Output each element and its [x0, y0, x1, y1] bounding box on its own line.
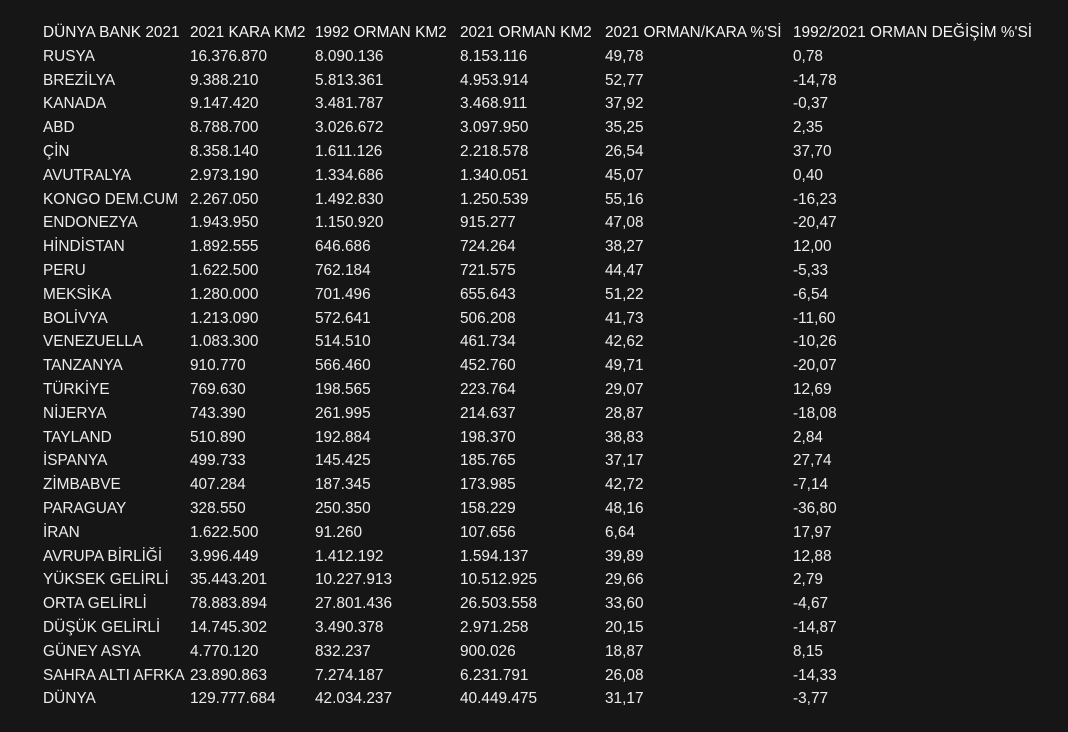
cell-land-2021: 1.213.090: [190, 309, 259, 327]
cell-forest-change: 12,00: [793, 238, 832, 256]
cell-land-2021: 9.388.210: [190, 71, 259, 89]
cell-forest-1992: 10.227.913: [315, 571, 393, 589]
cell-forest-land-ratio: 33,60: [605, 595, 644, 613]
cell-forest-land-ratio: 44,47: [605, 261, 644, 279]
cell-forest-land-ratio: 42,72: [605, 476, 644, 494]
table-row: [43, 259, 1033, 283]
cell-land-2021: 1.622.500: [190, 523, 259, 541]
cell-forest-1992: 187.345: [315, 476, 371, 494]
cell-country: İSPANYA: [43, 452, 108, 470]
table-row: [43, 521, 1033, 545]
table-row: [43, 449, 1033, 473]
cell-forest-land-ratio: 38,27: [605, 238, 644, 256]
cell-forest-change: -7,14: [793, 476, 829, 494]
cell-land-2021: 1.280.000: [190, 285, 259, 303]
table-row: [43, 616, 1033, 640]
table-row: [43, 45, 1033, 69]
cell-forest-land-ratio: 29,66: [605, 571, 644, 589]
header-forest-1992: 1992 ORMAN KM2: [315, 24, 447, 41]
cell-forest-change: 0,40: [793, 166, 823, 184]
cell-forest-1992: 42.034.237: [315, 690, 393, 708]
cell-forest-change: 8,15: [793, 642, 823, 660]
cell-forest-change: 37,70: [793, 142, 832, 160]
cell-forest-2021: 26.503.558: [460, 595, 538, 613]
cell-land-2021: 16.376.870: [190, 47, 268, 65]
cell-country: HİNDİSTAN: [43, 238, 125, 256]
cell-forest-change: -14,78: [793, 71, 837, 89]
cell-land-2021: 9.147.420: [190, 95, 259, 113]
cell-forest-2021: 107.656: [460, 523, 516, 541]
cell-forest-1992: 261.995: [315, 404, 371, 422]
cell-country: VENEZUELLA: [43, 333, 144, 351]
cell-forest-2021: 1.250.539: [460, 190, 529, 208]
header-country: DÜNYA BANK 2021: [43, 24, 180, 41]
cell-country: RUSYA: [43, 47, 95, 65]
cell-forest-change: -36,80: [793, 499, 837, 517]
cell-forest-change: 12,88: [793, 547, 832, 565]
cell-forest-land-ratio: 37,17: [605, 452, 644, 470]
cell-forest-change: 12,69: [793, 380, 832, 398]
cell-forest-1992: 1.492.830: [315, 190, 384, 208]
table-row: [43, 592, 1033, 616]
cell-country: ENDONEZYA: [43, 214, 138, 232]
cell-forest-1992: 3.481.787: [315, 95, 384, 113]
cell-forest-1992: 8.090.136: [315, 47, 384, 65]
table-row: [43, 140, 1033, 164]
cell-country: AVUTRALYA: [43, 166, 132, 184]
table-row: [43, 116, 1033, 140]
cell-forest-change: 2,84: [793, 428, 823, 446]
cell-forest-2021: 185.765: [460, 452, 516, 470]
cell-forest-1992: 762.184: [315, 261, 371, 279]
cell-land-2021: 4.770.120: [190, 642, 259, 660]
cell-forest-land-ratio: 38,83: [605, 428, 644, 446]
cell-forest-land-ratio: 29,07: [605, 380, 644, 398]
cell-forest-1992: 1.150.920: [315, 214, 384, 232]
cell-land-2021: 769.630: [190, 380, 246, 398]
cell-forest-2021: 173.985: [460, 476, 516, 494]
header-forest-change: 1992/2021 ORMAN DEĞİŞİM %'Sİ: [793, 24, 1033, 41]
cell-forest-1992: 27.801.436: [315, 595, 393, 613]
cell-forest-1992: 198.565: [315, 380, 371, 398]
cell-forest-land-ratio: 37,92: [605, 95, 644, 113]
cell-forest-land-ratio: 28,87: [605, 404, 644, 422]
cell-country: AVRUPA BİRLİĞİ: [43, 547, 163, 565]
table-row: [43, 497, 1033, 521]
cell-land-2021: 743.390: [190, 404, 246, 422]
cell-land-2021: 8.788.700: [190, 119, 259, 137]
cell-country: BREZİLYA: [43, 71, 116, 89]
cell-forest-land-ratio: 20,15: [605, 618, 644, 636]
forest-area-table: [43, 21, 1033, 711]
header-land-2021: 2021 KARA KM2: [190, 24, 306, 41]
cell-forest-2021: 724.264: [460, 238, 516, 256]
cell-forest-1992: 145.425: [315, 452, 371, 470]
cell-country: YÜKSEK GELİRLİ: [43, 571, 169, 589]
cell-forest-change: -20,07: [793, 357, 837, 375]
cell-land-2021: 1.943.950: [190, 214, 259, 232]
cell-land-2021: 510.890: [190, 428, 246, 446]
table-row: [43, 426, 1033, 450]
cell-forest-1992: 3.490.378: [315, 618, 384, 636]
cell-country: PERU: [43, 261, 86, 279]
cell-forest-land-ratio: 48,16: [605, 499, 644, 517]
cell-forest-change: 0,78: [793, 47, 823, 65]
cell-forest-1992: 1.334.686: [315, 166, 384, 184]
cell-land-2021: 14.745.302: [190, 618, 268, 636]
cell-forest-change: 2,35: [793, 119, 823, 137]
table-row: [43, 473, 1033, 497]
cell-forest-change: 2,79: [793, 571, 823, 589]
cell-forest-land-ratio: 35,25: [605, 119, 644, 137]
cell-country: SAHRA ALTI AFRKA: [43, 666, 185, 684]
cell-forest-land-ratio: 47,08: [605, 214, 644, 232]
header-row: [43, 21, 1033, 45]
cell-country: ÇİN: [43, 142, 70, 160]
cell-forest-2021: 6.231.791: [460, 666, 529, 684]
table-row: [43, 354, 1033, 378]
cell-land-2021: 23.890.863: [190, 666, 268, 684]
cell-forest-land-ratio: 51,22: [605, 285, 644, 303]
cell-forest-land-ratio: 49,71: [605, 357, 644, 375]
table-row: [43, 188, 1033, 212]
cell-country: KONGO DEM.CUM: [43, 190, 179, 208]
cell-land-2021: 1.892.555: [190, 238, 259, 256]
cell-country: ZİMBABVE: [43, 476, 121, 494]
cell-country: TAYLAND: [43, 428, 112, 446]
cell-land-2021: 2.267.050: [190, 190, 259, 208]
cell-forest-2021: 3.097.950: [460, 119, 529, 137]
cell-forest-2021: 8.153.116: [460, 47, 528, 65]
cell-country: PARAGUAY: [43, 499, 127, 517]
forest-data-sheet: [43, 21, 1033, 711]
cell-forest-land-ratio: 45,07: [605, 166, 644, 184]
table-row: [43, 402, 1033, 426]
cell-land-2021: 129.777.684: [190, 690, 276, 708]
cell-forest-1992: 192.884: [315, 428, 371, 446]
cell-forest-2021: 3.468.911: [460, 95, 528, 113]
cell-forest-change: -18,08: [793, 404, 837, 422]
cell-forest-2021: 198.370: [460, 428, 516, 446]
cell-forest-land-ratio: 55,16: [605, 190, 644, 208]
cell-forest-1992: 832.237: [315, 642, 371, 660]
cell-forest-1992: 250.350: [315, 499, 371, 517]
cell-forest-land-ratio: 52,77: [605, 71, 644, 89]
cell-land-2021: 910.770: [190, 357, 246, 375]
cell-forest-land-ratio: 18,87: [605, 642, 644, 660]
cell-country: ABD: [43, 119, 75, 137]
cell-forest-1992: 7.274.187: [315, 666, 384, 684]
cell-country: İRAN: [43, 523, 80, 541]
cell-forest-land-ratio: 31,17: [605, 690, 644, 708]
cell-forest-2021: 655.643: [460, 285, 516, 303]
table-row: [43, 164, 1033, 188]
table-row: [43, 568, 1033, 592]
cell-forest-change: -16,23: [793, 190, 837, 208]
cell-forest-2021: 40.449.475: [460, 690, 538, 708]
table-header: [43, 21, 1033, 45]
cell-forest-2021: 158.229: [460, 499, 516, 517]
cell-forest-1992: 91.260: [315, 523, 363, 541]
cell-forest-change: 27,74: [793, 452, 832, 470]
cell-country: NİJERYA: [43, 404, 107, 422]
table-row: [43, 378, 1033, 402]
cell-country: GÜNEY ASYA: [43, 642, 141, 660]
cell-forest-change: -20,47: [793, 214, 837, 232]
cell-forest-1992: 514.510: [315, 333, 371, 351]
cell-country: DÜŞÜK GELİRLİ: [43, 618, 161, 636]
cell-land-2021: 1.083.300: [190, 333, 259, 351]
cell-country: DÜNYA: [43, 690, 96, 708]
cell-forest-1992: 1.611.126: [315, 142, 383, 160]
cell-land-2021: 407.284: [190, 476, 246, 494]
cell-forest-2021: 223.764: [460, 380, 516, 398]
table-row: [43, 92, 1033, 116]
cell-forest-2021: 506.208: [460, 309, 516, 327]
cell-land-2021: 1.622.500: [190, 261, 259, 279]
cell-forest-2021: 10.512.925: [460, 571, 538, 589]
cell-forest-change: -10,26: [793, 333, 837, 351]
cell-land-2021: 3.996.449: [190, 547, 259, 565]
cell-forest-change: -4,67: [793, 595, 829, 613]
table-row: [43, 545, 1033, 569]
cell-forest-change: -11,60: [793, 309, 836, 327]
cell-forest-2021: 1.594.137: [460, 547, 529, 565]
cell-forest-1992: 572.641: [315, 309, 371, 327]
table-row: [43, 235, 1033, 259]
cell-forest-change: -6,54: [793, 285, 829, 303]
table-row: [43, 640, 1033, 664]
cell-forest-2021: 915.277: [460, 214, 516, 232]
cell-country: TANZANYA: [43, 357, 123, 375]
table-row: [43, 211, 1033, 235]
cell-forest-2021: 721.575: [460, 261, 516, 279]
cell-forest-change: -3,77: [793, 690, 829, 708]
cell-forest-land-ratio: 26,08: [605, 666, 644, 684]
cell-forest-change: 17,97: [793, 523, 832, 541]
cell-forest-2021: 452.760: [460, 357, 516, 375]
cell-forest-2021: 2.218.578: [460, 142, 529, 160]
cell-forest-land-ratio: 49,78: [605, 47, 644, 65]
cell-forest-land-ratio: 42,62: [605, 333, 644, 351]
cell-country: TÜRKİYE: [43, 380, 110, 398]
cell-forest-1992: 1.412.192: [315, 547, 384, 565]
cell-land-2021: 2.973.190: [190, 166, 259, 184]
cell-land-2021: 35.443.201: [190, 571, 268, 589]
table-row: [43, 687, 1033, 711]
cell-forest-2021: 1.340.051: [460, 166, 529, 184]
cell-land-2021: 328.550: [190, 499, 246, 517]
cell-forest-2021: 4.953.914: [460, 71, 529, 89]
table-row: [43, 283, 1033, 307]
cell-country: BOLİVYA: [43, 309, 108, 327]
cell-forest-1992: 701.496: [315, 285, 371, 303]
cell-forest-1992: 3.026.672: [315, 119, 384, 137]
cell-forest-land-ratio: 6,64: [605, 523, 635, 541]
header-forest-2021: 2021 ORMAN KM2: [460, 24, 592, 41]
table-row: [43, 307, 1033, 331]
cell-forest-change: -14,33: [793, 666, 837, 684]
cell-forest-2021: 461.734: [460, 333, 516, 351]
table-row: [43, 330, 1033, 354]
cell-forest-change: -5,33: [793, 261, 829, 279]
cell-country: ORTA GELİRLİ: [43, 595, 147, 613]
cell-land-2021: 8.358.140: [190, 142, 259, 160]
cell-land-2021: 499.733: [190, 452, 246, 470]
cell-land-2021: 78.883.894: [190, 595, 268, 613]
cell-forest-2021: 2.971.258: [460, 618, 529, 636]
cell-country: KANADA: [43, 95, 107, 113]
header-forest-land-ratio: 2021 ORMAN/KARA %'Sİ: [605, 24, 782, 41]
cell-forest-2021: 214.637: [460, 404, 516, 422]
cell-forest-1992: 646.686: [315, 238, 371, 256]
cell-forest-2021: 900.026: [460, 642, 516, 660]
cell-forest-land-ratio: 39,89: [605, 547, 644, 565]
table-body: [43, 45, 1033, 711]
cell-forest-change: -0,37: [793, 95, 829, 113]
cell-forest-land-ratio: 41,73: [605, 309, 644, 327]
cell-country: MEKSİKA: [43, 285, 112, 303]
cell-forest-land-ratio: 26,54: [605, 142, 644, 160]
cell-forest-1992: 566.460: [315, 357, 371, 375]
table-row: [43, 664, 1033, 688]
table-row: [43, 69, 1033, 93]
cell-forest-1992: 5.813.361: [315, 71, 384, 89]
cell-forest-change: -14,87: [793, 618, 837, 636]
